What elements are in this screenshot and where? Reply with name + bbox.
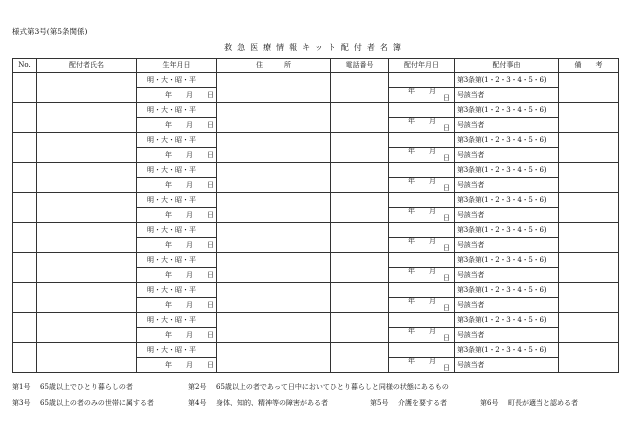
note-5-text: 介護を要する者	[398, 399, 447, 407]
phone-cell[interactable]	[331, 223, 389, 253]
day-label: 日	[443, 274, 450, 282]
year-label: 年	[408, 357, 415, 365]
day-label: 日	[207, 120, 214, 129]
no-cell[interactable]	[13, 193, 37, 223]
birth-ymd-cell[interactable]	[137, 358, 217, 373]
birth-era-cell[interactable]: 明・大・昭・平	[137, 193, 217, 208]
month-label: 月	[429, 327, 436, 335]
year-label: 年	[165, 270, 172, 279]
year-label: 年	[165, 240, 172, 249]
phone-cell[interactable]	[331, 253, 389, 283]
month-label: 月	[429, 297, 436, 305]
distribution-date-cell[interactable]	[389, 178, 455, 193]
birth-ymd-cell[interactable]	[137, 148, 217, 163]
distribution-date-top-cell[interactable]	[389, 193, 455, 208]
table-row	[13, 223, 619, 238]
birth-ymd-cell[interactable]	[137, 238, 217, 253]
year-label: 年	[165, 300, 172, 309]
distribution-date-top-cell[interactable]	[389, 253, 455, 268]
birth-era-cell[interactable]: 明・大・昭・平	[137, 223, 217, 238]
day-label: 日	[207, 180, 214, 189]
year-label: 年	[408, 117, 415, 125]
no-cell[interactable]	[13, 133, 37, 163]
day-label: 日	[207, 330, 214, 339]
month-label: 月	[186, 180, 193, 189]
year-label: 年	[165, 210, 172, 219]
birth-ymd-cell[interactable]	[137, 268, 217, 283]
reason-applicant-cell[interactable]: 号該当者	[455, 178, 559, 193]
reason-article-cell[interactable]: 第3条第(1・2・3・4・5・6)	[455, 193, 559, 208]
reason-applicant-cell[interactable]: 号該当者	[455, 118, 559, 133]
day-label: 日	[443, 214, 450, 222]
distribution-date-cell[interactable]	[389, 118, 455, 133]
phone-cell[interactable]	[331, 193, 389, 223]
recipient-name-cell[interactable]	[37, 133, 137, 163]
table-header-row	[13, 59, 619, 73]
address-cell[interactable]	[217, 133, 331, 163]
recipient-name-cell[interactable]	[37, 163, 137, 193]
recipient-name-cell[interactable]	[37, 253, 137, 283]
no-cell[interactable]	[13, 253, 37, 283]
remarks-cell[interactable]	[559, 133, 619, 163]
day-label: 日	[443, 154, 450, 162]
address-cell[interactable]	[217, 283, 331, 313]
remarks-cell[interactable]	[559, 253, 619, 283]
distribution-date-top-cell[interactable]	[389, 133, 455, 148]
note-3-text: 65歳以上の者のみの世帯に属する者	[40, 399, 154, 407]
birth-ymd-cell[interactable]	[137, 118, 217, 133]
table-row	[13, 253, 619, 268]
year-label: 年	[165, 90, 172, 99]
distribution-date-cell[interactable]	[389, 88, 455, 103]
distribution-date-top-cell[interactable]	[389, 103, 455, 118]
reason-applicant-cell[interactable]: 号該当者	[455, 358, 559, 373]
month-label: 月	[186, 210, 193, 219]
address-cell[interactable]	[217, 73, 331, 103]
table-row	[13, 163, 619, 178]
day-label: 日	[207, 270, 214, 279]
month-label: 月	[186, 240, 193, 249]
distribution-date-cell[interactable]	[389, 358, 455, 373]
month-label: 月	[429, 207, 436, 215]
no-cell[interactable]	[13, 73, 37, 103]
header-distribution-date: 配付年月日	[389, 59, 455, 73]
year-label: 年	[408, 87, 415, 95]
month-label: 月	[186, 360, 193, 369]
reason-applicant-cell[interactable]: 号該当者	[455, 88, 559, 103]
no-cell[interactable]	[13, 103, 37, 133]
address-cell[interactable]	[217, 223, 331, 253]
phone-cell[interactable]	[331, 163, 389, 193]
birth-era-cell[interactable]: 明・大・昭・平	[137, 343, 217, 358]
month-label: 月	[429, 237, 436, 245]
year-label: 年	[165, 150, 172, 159]
month-label: 月	[429, 357, 436, 365]
reason-article-cell[interactable]: 第3条第(1・2・3・4・5・6)	[455, 253, 559, 268]
year-label: 年	[165, 180, 172, 189]
day-label: 日	[207, 360, 214, 369]
address-cell[interactable]	[217, 253, 331, 283]
birth-ymd-cell[interactable]	[137, 298, 217, 313]
month-label: 月	[186, 120, 193, 129]
header-phone: 電話番号	[331, 59, 389, 73]
no-cell[interactable]	[13, 343, 37, 373]
distribution-register-table	[12, 58, 619, 373]
note-2-label: 第2号	[188, 383, 207, 391]
year-label: 年	[408, 147, 415, 155]
table-row	[13, 343, 619, 358]
birth-era-cell[interactable]: 明・大・昭・平	[137, 283, 217, 298]
table-row	[13, 283, 619, 298]
year-label: 年	[408, 237, 415, 245]
note-4-text: 身体、知的、精神等の障害がある者	[216, 399, 328, 407]
distribution-date-top-cell[interactable]	[389, 343, 455, 358]
distribution-date-cell[interactable]	[389, 268, 455, 283]
remarks-cell[interactable]	[559, 73, 619, 103]
distribution-date-top-cell[interactable]	[389, 163, 455, 178]
day-label: 日	[443, 334, 450, 342]
birth-era-cell[interactable]: 明・大・昭・平	[137, 163, 217, 178]
address-cell[interactable]	[217, 193, 331, 223]
note-6-label: 第6号	[480, 399, 499, 407]
birth-era-cell[interactable]: 明・大・昭・平	[137, 313, 217, 328]
birth-era-cell[interactable]: 明・大・昭・平	[137, 73, 217, 88]
distribution-date-top-cell[interactable]	[389, 283, 455, 298]
note-2-text: 65歳以上の者であって日中においてひとり暮らしと同様の状態にあるもの	[216, 383, 449, 391]
note-1-label: 第1号	[12, 383, 31, 391]
phone-cell[interactable]	[331, 313, 389, 343]
distribution-date-cell[interactable]	[389, 328, 455, 343]
table-row	[13, 193, 619, 208]
no-cell[interactable]	[13, 223, 37, 253]
year-label: 年	[408, 267, 415, 275]
month-label: 月	[186, 150, 193, 159]
table-row	[13, 313, 619, 328]
header-reason: 配付事由	[455, 59, 559, 73]
no-cell[interactable]	[13, 283, 37, 313]
distribution-date-cell[interactable]	[389, 148, 455, 163]
address-cell[interactable]	[217, 313, 331, 343]
header-address: 住 所	[217, 59, 331, 73]
reason-article-cell[interactable]: 第3条第(1・2・3・4・5・6)	[455, 283, 559, 298]
phone-cell[interactable]	[331, 133, 389, 163]
birth-ymd-cell[interactable]	[137, 208, 217, 223]
month-label: 月	[429, 267, 436, 275]
address-cell[interactable]	[217, 343, 331, 373]
distribution-date-top-cell[interactable]	[389, 223, 455, 238]
month-label: 月	[186, 330, 193, 339]
reason-applicant-cell[interactable]: 号該当者	[455, 268, 559, 283]
day-label: 日	[443, 184, 450, 192]
note-6-text: 町長が適当と認める者	[508, 399, 578, 407]
day-label: 日	[207, 150, 214, 159]
day-label: 日	[443, 94, 450, 102]
recipient-name-cell[interactable]	[37, 193, 137, 223]
remarks-cell[interactable]	[559, 163, 619, 193]
day-label: 日	[207, 90, 214, 99]
day-label: 日	[207, 210, 214, 219]
month-label: 月	[186, 270, 193, 279]
distribution-date-cell[interactable]	[389, 298, 455, 313]
year-label: 年	[408, 207, 415, 215]
recipient-name-cell[interactable]	[37, 223, 137, 253]
table-row	[13, 73, 619, 88]
remarks-cell[interactable]	[559, 193, 619, 223]
reason-applicant-cell[interactable]: 号該当者	[455, 238, 559, 253]
year-label: 年	[408, 177, 415, 185]
note-5-label: 第5号	[370, 399, 389, 407]
document-title: 救急医療情報キット配付者名簿	[224, 43, 406, 52]
day-label: 日	[443, 244, 450, 252]
header-remarks: 備 考	[559, 59, 619, 73]
reason-applicant-cell[interactable]: 号該当者	[455, 148, 559, 163]
month-label: 月	[429, 147, 436, 155]
birth-era-cell[interactable]: 明・大・昭・平	[137, 133, 217, 148]
year-label: 年	[408, 297, 415, 305]
birth-ymd-cell[interactable]	[137, 178, 217, 193]
reason-article-cell[interactable]: 第3条第(1・2・3・4・5・6)	[455, 73, 559, 88]
phone-cell[interactable]	[331, 283, 389, 313]
month-label: 月	[429, 177, 436, 185]
form-number-label: 様式第3号(第5条関係)	[12, 27, 88, 36]
day-label: 日	[443, 364, 450, 372]
recipient-name-cell[interactable]	[37, 283, 137, 313]
day-label: 日	[207, 300, 214, 309]
table-body	[13, 73, 619, 373]
no-cell[interactable]	[13, 163, 37, 193]
table-row	[13, 103, 619, 118]
reason-article-cell[interactable]: 第3条第(1・2・3・4・5・6)	[455, 343, 559, 358]
reason-article-cell[interactable]: 第3条第(1・2・3・4・5・6)	[455, 103, 559, 118]
year-label: 年	[165, 120, 172, 129]
header-no: No.	[13, 59, 37, 73]
header-birth-date: 生年月日	[137, 59, 217, 73]
remarks-cell[interactable]	[559, 283, 619, 313]
remarks-cell[interactable]	[559, 103, 619, 133]
remarks-cell[interactable]	[559, 223, 619, 253]
birth-era-cell[interactable]: 明・大・昭・平	[137, 103, 217, 118]
header-name: 配付者氏名	[37, 59, 137, 73]
year-label: 年	[165, 330, 172, 339]
reason-article-cell[interactable]: 第3条第(1・2・3・4・5・6)	[455, 313, 559, 328]
address-cell[interactable]	[217, 163, 331, 193]
day-label: 日	[443, 124, 450, 132]
note-1-text: 65歳以上でひとり暮らしの者	[40, 383, 133, 391]
address-cell[interactable]	[217, 103, 331, 133]
month-label: 月	[186, 300, 193, 309]
note-4-label: 第4号	[188, 399, 207, 407]
reason-applicant-cell[interactable]: 号該当者	[455, 208, 559, 223]
reason-applicant-cell[interactable]: 号該当者	[455, 328, 559, 343]
reason-article-cell[interactable]: 第3条第(1・2・3・4・5・6)	[455, 133, 559, 148]
phone-cell[interactable]	[331, 73, 389, 103]
month-label: 月	[186, 90, 193, 99]
note-3-label: 第3号	[12, 399, 31, 407]
recipient-name-cell[interactable]	[37, 103, 137, 133]
reason-article-cell[interactable]: 第3条第(1・2・3・4・5・6)	[455, 223, 559, 238]
birth-era-cell[interactable]: 明・大・昭・平	[137, 253, 217, 268]
phone-cell[interactable]	[331, 103, 389, 133]
month-label: 月	[429, 87, 436, 95]
recipient-name-cell[interactable]	[37, 73, 137, 103]
birth-ymd-cell[interactable]	[137, 328, 217, 343]
month-label: 月	[429, 117, 436, 125]
year-label: 年	[408, 327, 415, 335]
reason-applicant-cell[interactable]: 号該当者	[455, 298, 559, 313]
reason-article-cell[interactable]: 第3条第(1・2・3・4・5・6)	[455, 163, 559, 178]
distribution-date-top-cell[interactable]	[389, 313, 455, 328]
phone-cell[interactable]	[331, 343, 389, 373]
year-label: 年	[165, 360, 172, 369]
distribution-date-cell[interactable]	[389, 238, 455, 253]
birth-ymd-cell[interactable]	[137, 88, 217, 103]
day-label: 日	[207, 240, 214, 249]
no-cell[interactable]	[13, 313, 37, 343]
remarks-cell[interactable]	[559, 343, 619, 373]
distribution-date-cell[interactable]	[389, 208, 455, 223]
distribution-date-top-cell[interactable]	[389, 73, 455, 88]
table-row	[13, 133, 619, 148]
recipient-name-cell[interactable]	[37, 343, 137, 373]
remarks-cell[interactable]	[559, 313, 619, 343]
day-label: 日	[443, 304, 450, 312]
recipient-name-cell[interactable]	[37, 313, 137, 343]
